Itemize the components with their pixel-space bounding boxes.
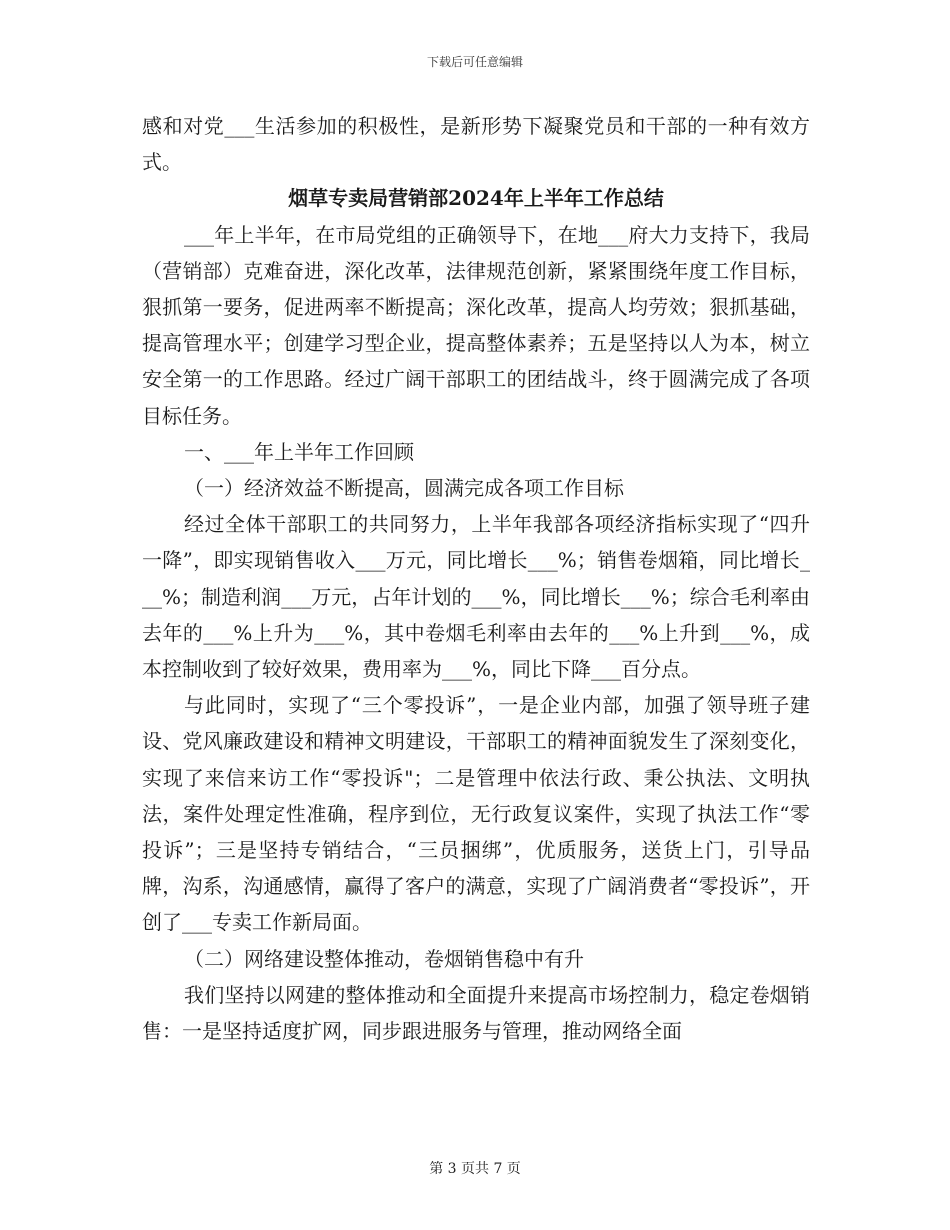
paragraph-network: 我们坚持以网建的整体推动和全面提升来提高市场控制力，稳定卷烟销售：一是坚持适度扩网，同步跟进服务与管理，推动网络全面 xyxy=(142,982,810,1044)
paragraph-zero-complaints: 与此同时，实现了“三个零投诉”，一是企业内部，加强了领导班子建设、党风廉政建设和精神文明建设，干部职工的精神面貌发生了深刻变化，实现了来信来访工作“零投诉"；二是管理中依法行政、秉公执法、文明执法，案件处理定性准确，程序到位，无行政复议案件，实现了执法工作“零投诉”；三是坚持专销结合，“三员捆绑”，优质服务，送货上门，引导品牌，沟系，沟通感情，赢得了客户的满意，实现了广阔消费者“零投诉”，开创了___专卖工作新局面。 xyxy=(142,693,810,935)
page-footer: 第 3 页共 7 页 xyxy=(429,1161,521,1177)
subsection-heading-network: （二）网络建设整体推动，卷烟销售稳中有升 xyxy=(184,946,584,971)
subsection-heading-economic: （一）经济效益不断提高，圆满完成各项工作目标 xyxy=(184,476,624,501)
page-header: 下载后可任意编辑 xyxy=(426,55,523,69)
section-heading-review: 一、___年上半年工作回顾 xyxy=(184,439,414,464)
page-content xyxy=(142,108,810,1049)
paragraph-economic-indicators: 经过全体干部职工的共同努力，上半年我部各项经济指标实现了“四升一降”，即实现销售收入___万元，同比增长___%；销售卷烟箱，同比增长___%；制造利润___万元，占年计划的___%，同比增长___%；综合毛利率由去年的___%上升为___%，其中卷烟毛利率由去年的___%上升到___%，成本控制收到了较好效果，费用率为___%，同比下降___百分点。 xyxy=(142,512,810,682)
document-title: 烟草专卖局营销部2024年上半年工作总结 xyxy=(288,186,664,211)
paragraph-intro: ___年上半年，在市局党组的正确领导下，在地___府大力支持下，我局（营销部）克难奋进，深化改革，法律规范创新，紧紧围绕年度工作目标，狠抓第一要务，促进两率不断提高；深化改革，提高人均劳效；狠抓基础，提高管理水平；创建学习型企业，提高整体素养；五是坚持以人为本，树立安全第一的工作思路。经过广阔干部职工的团结战斗，终于圆满完成了各项目标任务。 xyxy=(142,222,810,428)
lead-paragraph: 感和对党___生活参加的积极性，是新形势下凝聚党员和干部的一种有效方式。 xyxy=(142,114,810,175)
